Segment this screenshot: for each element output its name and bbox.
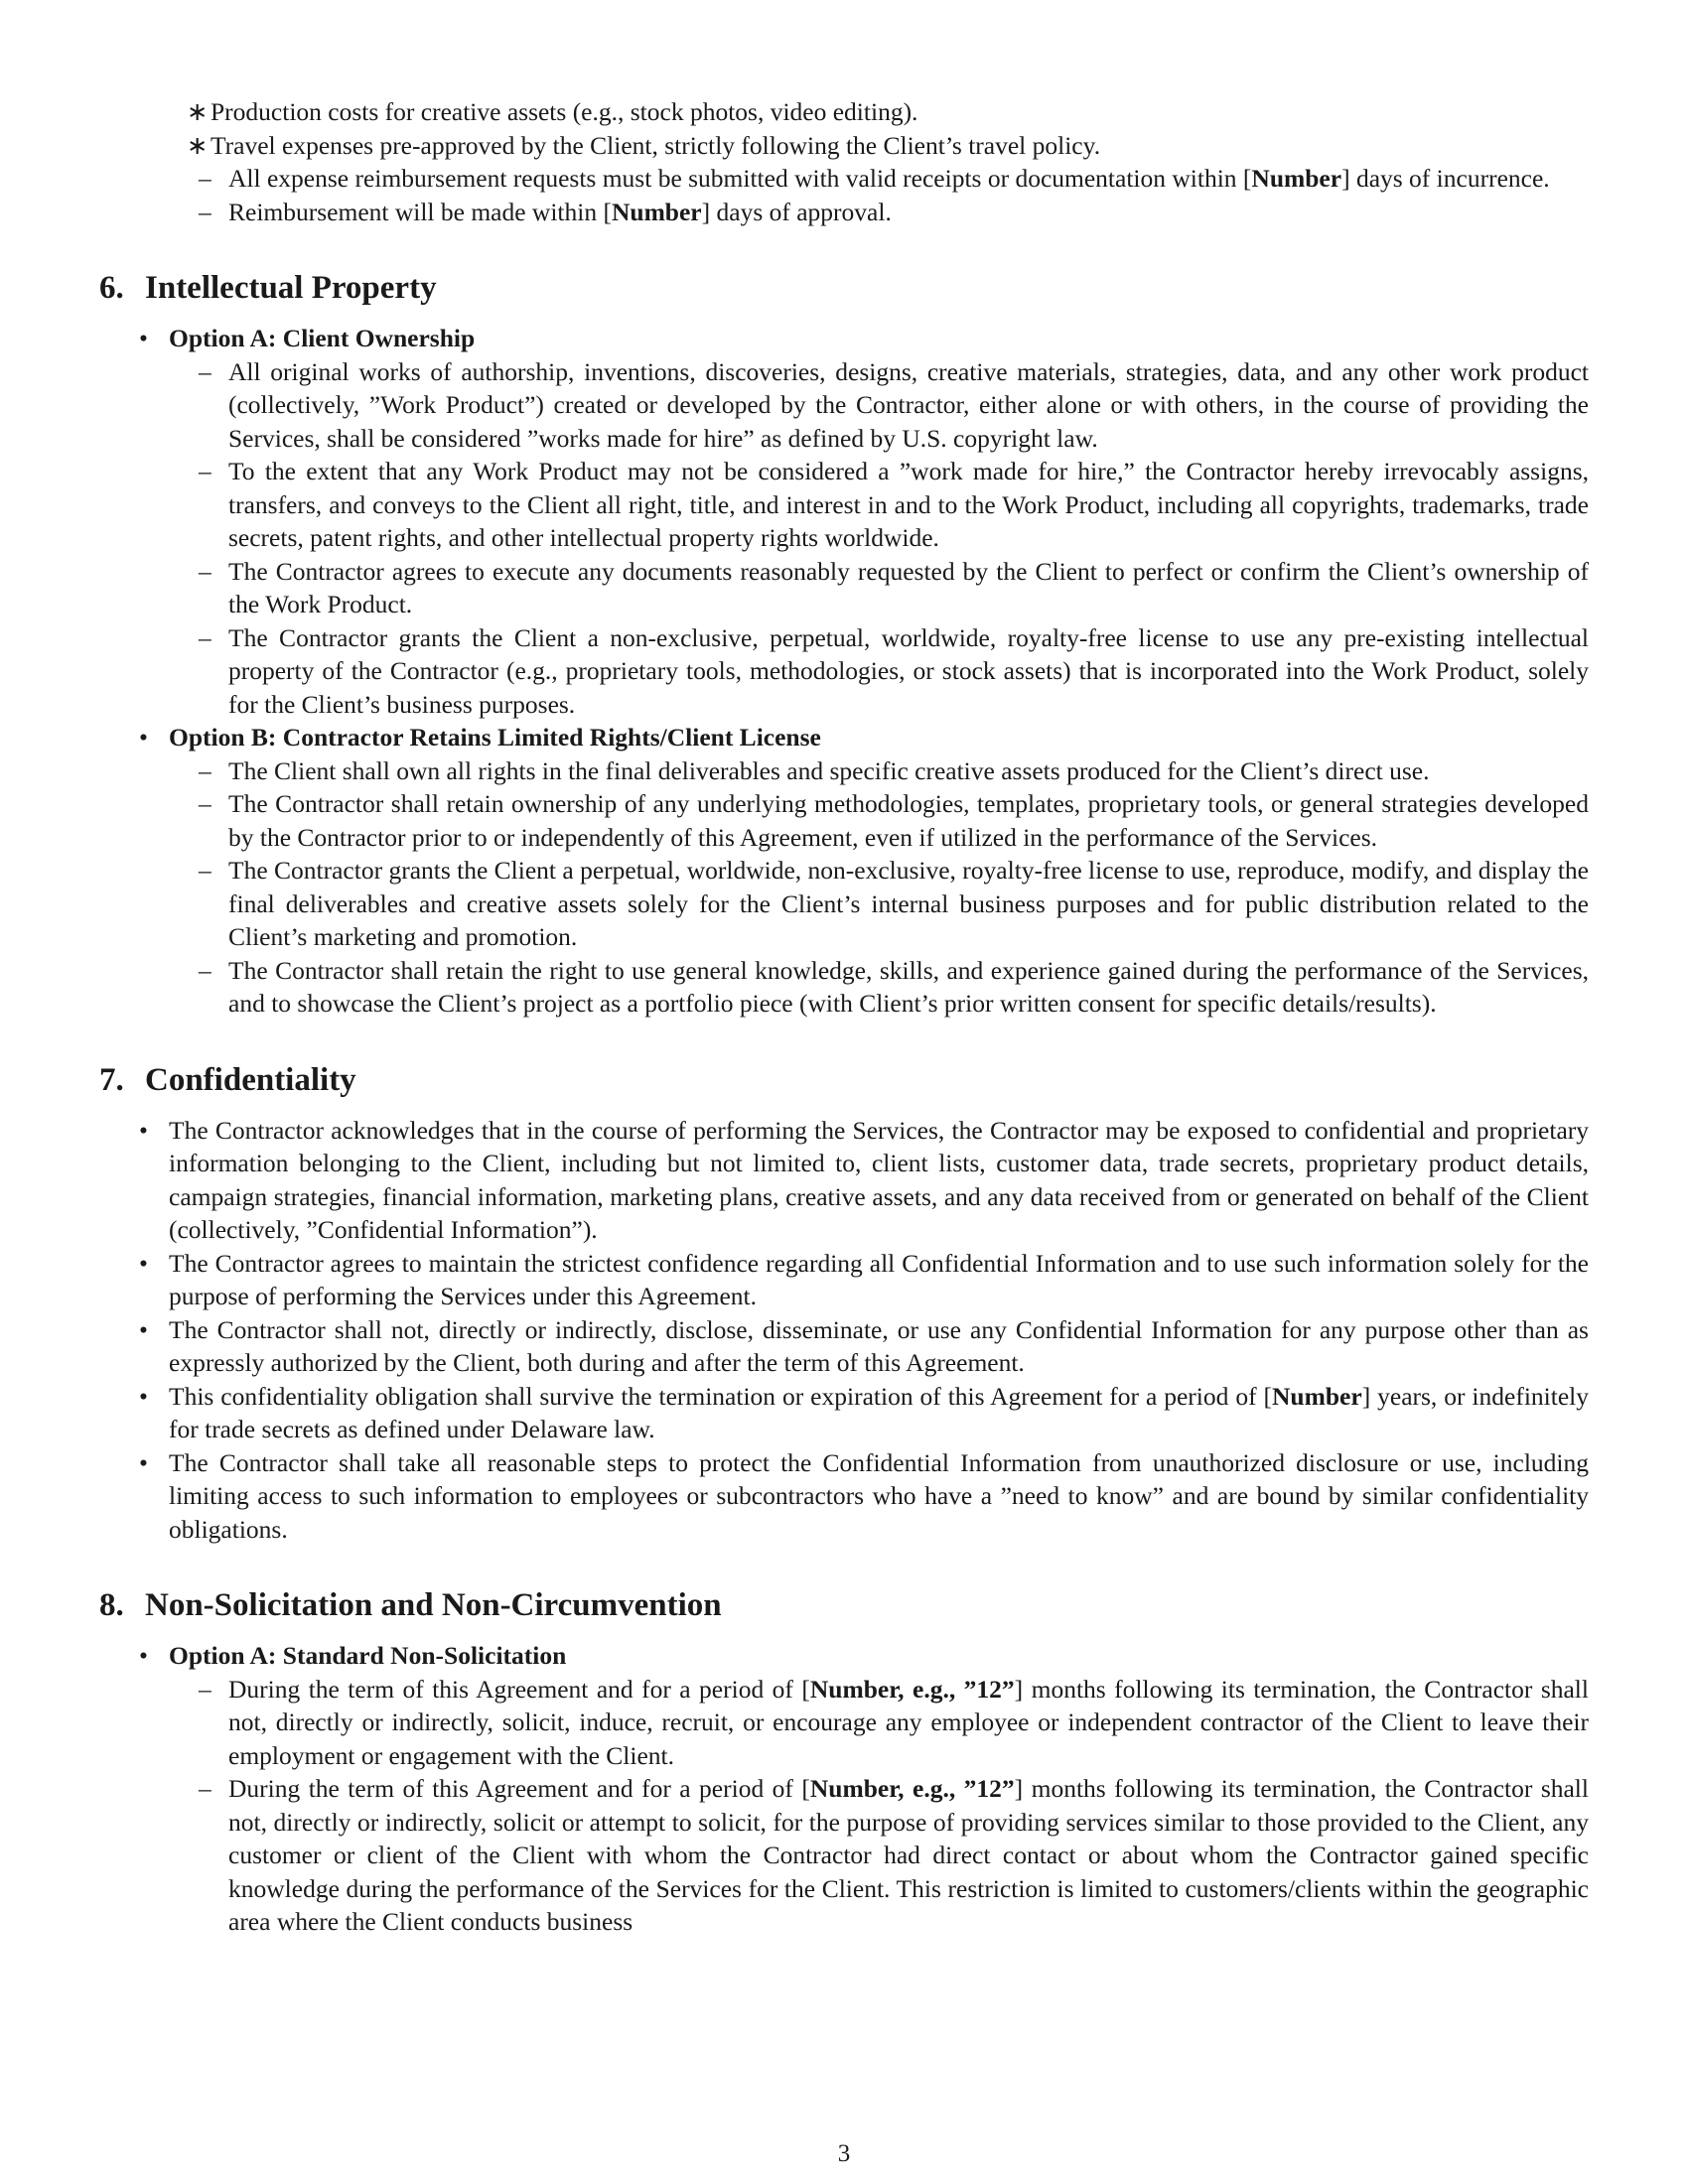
section-heading-non-solicitation: 8. Non-Solicitation and Non-Circumvention: [99, 1587, 722, 1623]
section-heading-confidentiality: 7. Confidentiality: [99, 1061, 356, 1098]
sub-expense-list: [99, 95, 1589, 162]
list-item: – The Contractor shall retain ownership of any underlying methodologies, templates, proprietary tools, or general strategies developed by the Contractor prior to or independently of this Agreement, even if utilized in the performance of the Services.: [169, 787, 1589, 854]
ip-options-list: [99, 322, 1589, 1021]
list-item: – All expense reimbursement requests must be submitted with valid receipts or documentation within [Number] days of incurrence.: [99, 162, 1589, 196]
section-heading-intellectual-property: 6. Intellectual Property: [99, 270, 437, 306]
list-item: – The Contractor grants the Client a perpetual, worldwide, non-exclusive, royalty-free license to use, reproduce, modify, and display the final deliverables and creative assets solely for the Client’s internal business purposes and for public distribution related to the Client’s marketing and promotion.: [169, 854, 1589, 954]
list-item: – The Client shall own all rights in the final deliverables and specific creative assets produced for the Client’s direct use.: [169, 754, 1589, 788]
option-label: Option A: Client Ownership: [169, 324, 476, 352]
list-item: – The Contractor grants the Client a non-exclusive, perpetual, worldwide, royalty-free license to use any pre-existing intellectual property of the Contractor (e.g., proprietary tools, methodologies, or stock assets) that is incorporated into the Work Product, solely for the Client’s business purposes.: [169, 621, 1589, 722]
option-label: Option A: Standard Non-Solicitation: [169, 1641, 567, 1670]
non-solicitation-list: [99, 1639, 1589, 1939]
list-item: [99, 322, 1589, 721]
list-item: – Reimbursement will be made within [Number] days of approval.: [99, 196, 1589, 229]
list-item: ∗ Travel expenses pre-approved by the Client, strictly following the Client’s travel policy.: [99, 129, 1589, 163]
page-number: 3: [837, 2140, 851, 2167]
document-page: [99, 95, 1589, 1939]
option-label: Option B: Contractor Retains Limited Rights/Client License: [169, 723, 821, 751]
list-item: – All original works of authorship, inventions, discoveries, designs, creative materials, strategies, data, and any other work product (collectively, ”Work Product”) created or developed by the Contractor, either alone or with others, in the course of providing the Services, shall be considered ”works made for hire” as defined by U.S. copyright law.: [169, 355, 1589, 456]
list-item: – The Contractor agrees to execute any documents reasonably requested by the Client to perfect or confirm the Client’s ownership of the Work Product.: [169, 555, 1589, 621]
option-a-list: [169, 1673, 1589, 1939]
list-item: • The Contractor agrees to maintain the strictest confidence regarding all Confidential Information and to use such information solely for the purpose of performing the Services under this Agreement.: [99, 1247, 1589, 1313]
list-item: • This confidentiality obligation shall survive the termination or expiration of this Agreement for a period of [Number] years, or indefinitely for trade secrets as defined under Delaware law.: [99, 1380, 1589, 1446]
list-item: – To the extent that any Work Product may not be considered a ”work made for hire,” the Contractor hereby irrevocably assigns, transfers, and conveys to the Client all right, title, and interest in and to the Work Product, including all copyrights, trademarks, trade secrets, patent rights, and other intellectual property rights worldwide.: [169, 455, 1589, 555]
option-b-list: [169, 754, 1589, 1021]
list-item: ∗ Production costs for creative assets (e.g., stock photos, video editing).: [99, 95, 1589, 129]
option-a-list: [169, 355, 1589, 722]
list-item: • The Contractor shall take all reasonable steps to protect the Confidential Information from unauthorized disclosure or use, including limiting access to such information to employees or subcontractors who have a ”need to know” and are bound by similar confidentiality obligations.: [99, 1446, 1589, 1547]
list-item: – During the term of this Agreement and for a period of [Number, e.g., ”12”] months following its termination, the Contractor shall not, directly or indirectly, solicit, induce, recruit, or encourage any employee or independent contractor of the Client to leave their employment or engagement with the Client.: [169, 1673, 1589, 1773]
list-item: – The Contractor shall retain the right to use general knowledge, skills, and experience gained during the performance of the Services, and to showcase the Client’s project as a portfolio piece (with Client’s prior written consent for specific details/results).: [169, 954, 1589, 1021]
expense-list: [99, 162, 1589, 228]
list-item: [99, 1639, 1589, 1939]
list-item: • The Contractor acknowledges that in the course of performing the Services, the Contractor may be exposed to confidential and proprietary information belonging to the Client, including but not limited to, client lists, customer data, trade secrets, proprietary product details, campaign strategies, financial information, marketing plans, creative assets, and any data received from or generated on behalf of the Client (collectively, ”Confidential Information”).: [99, 1114, 1589, 1247]
confidentiality-list: [99, 1114, 1589, 1547]
list-item: • The Contractor shall not, directly or indirectly, disclose, disseminate, or use any Confidential Information for any purpose other than as expressly authorized by the Client, both during and after the term of this Agreement.: [99, 1313, 1589, 1380]
list-item: – During the term of this Agreement and for a period of [Number, e.g., ”12”] months following its termination, the Contractor shall not, directly or indirectly, solicit or attempt to solicit, for the purpose of providing services similar to those provided to the Client, any customer or client of the Client with whom the Contractor had direct contact or about whom the Contractor gained specific knowledge during the performance of the Services for the Client. This restriction is limited to customers/clients within the geographic area where the Client conducts business: [169, 1772, 1589, 1939]
list-item: [99, 721, 1589, 1021]
